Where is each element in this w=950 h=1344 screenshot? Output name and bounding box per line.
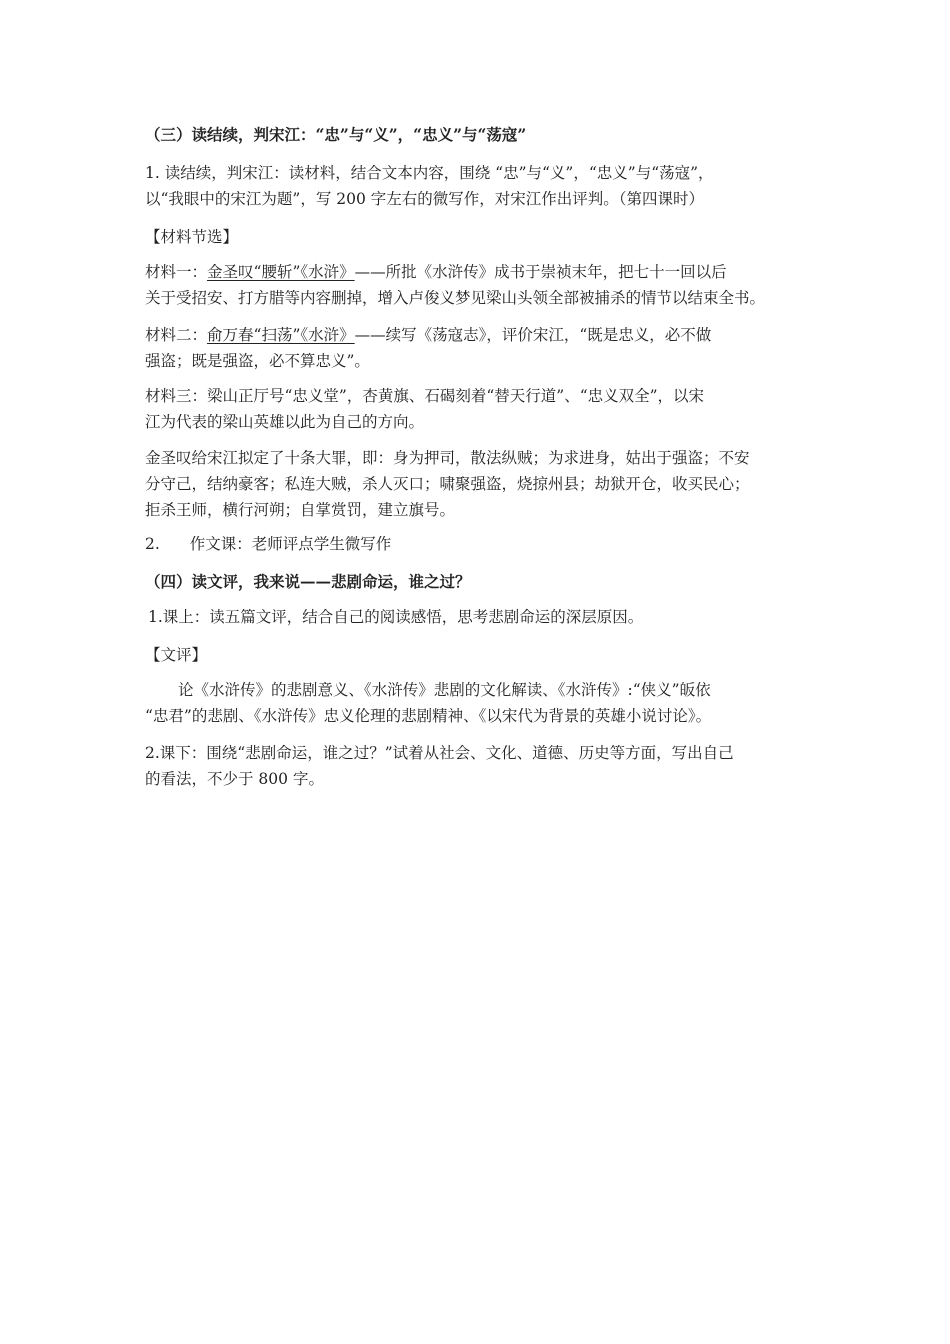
material-2-line-2: 强盗；既是强盗，必不算忠义”。: [145, 352, 370, 370]
material-1-text: ——所批《水浒传》成书于崇祯末年，把七十一回以后: [354, 263, 727, 281]
material-3-line-1: 材料三：梁山正厅号“忠义堂”，杏黄旗、石碣刻着“替天行道”、“忠义双全”，以宋: [145, 387, 705, 405]
section-3-item-1: [145, 160, 825, 212]
item-2-line-2: 的看法，不少于 800 字。: [145, 770, 324, 788]
item-2-number: 2.: [145, 535, 160, 553]
material-2-line-1: [145, 322, 825, 348]
reviews-list: [145, 677, 825, 729]
material-2-prefix: 材料二：: [145, 326, 208, 344]
reviews-line-2: “忠君”的悲剧、《水浒传》忠义伦理的悲剧精神、《以宋代为背景的英雄小说讨论》。: [145, 707, 712, 725]
material-3-line-2: 江为代表的梁山英雄以此为自己的方向。: [145, 413, 425, 431]
ten-crimes-line-1: 金圣叹给宋江拟定了十条大罪，即：身为押司，散法纵贼；为求进身，姑出于强盗；不安: [145, 449, 750, 467]
material-1-prefix: 材料一：: [145, 263, 208, 281]
section-4-heading: （四）读文评，我来说——悲剧命运，谁之过？: [145, 572, 471, 591]
material-2: [145, 322, 825, 374]
ten-crimes-line-3: 拒杀王师，横行河朔；自掌赏罚，建立旗号。: [145, 501, 456, 519]
materials-label: 【材料节选】: [145, 228, 239, 246]
reviews-label: 【文评】: [145, 646, 208, 664]
item-2-line-1: 2.课下：围绕“悲剧命运，谁之过？”试着从社会、文化、道德、历史等方面，写出自己: [145, 744, 734, 762]
section-3-heading: （三）读结续，判宋江：“忠”与“义”，“忠义”与“荡寇”: [145, 125, 527, 144]
material-3: [145, 383, 825, 435]
item-1-line-1: 1. 读结续，判宋江：读材料，结合文本内容，围绕 “忠”与“义”，“忠义”与“荡寇”，: [145, 164, 714, 182]
section-3-item-2: [145, 531, 825, 557]
material-2-text: ——续写《荡寇志》，评价宋江，“既是忠义，必不做: [354, 326, 712, 344]
material-1-line-1: [145, 259, 825, 285]
item-2-text: 作文课：老师评点学生微写作: [189, 535, 392, 553]
material-1: [145, 259, 825, 311]
section-4-item-1: 1.课上：读五篇文评，结合自己的阅读感悟，思考悲剧命运的深层原因。: [148, 608, 644, 626]
ten-crimes-line-2: 分守己，结纳豪客；私连大贼，杀人灭口；啸聚强盗，烧掠州县；劫狱开仓，收买民心；: [145, 475, 750, 493]
reviews-line-1-text: 论《水浒传》的悲剧意义、《水浒传》悲剧的文化解读、《水浒传》:“侠义”皈依: [178, 681, 711, 699]
section-4-item-2: [145, 740, 825, 792]
material-1-link[interactable]: 金圣叹“腰斩”《水浒》: [207, 263, 355, 281]
material-1-line-2: 关于受招安、打方腊等内容删掉，增入卢俊义梦见梁山头领全部被捕杀的情节以结束全书。: [145, 289, 766, 307]
material-2-link[interactable]: 俞万春“扫荡”《水浒》: [207, 326, 355, 344]
ten-crimes-paragraph: [145, 445, 825, 523]
item-1-line-2: 以“我眼中的宋江为题”，写 200 字左右的微写作，对宋江作出评判。（第四课时）: [145, 190, 705, 208]
reviews-line-1: [145, 677, 825, 703]
